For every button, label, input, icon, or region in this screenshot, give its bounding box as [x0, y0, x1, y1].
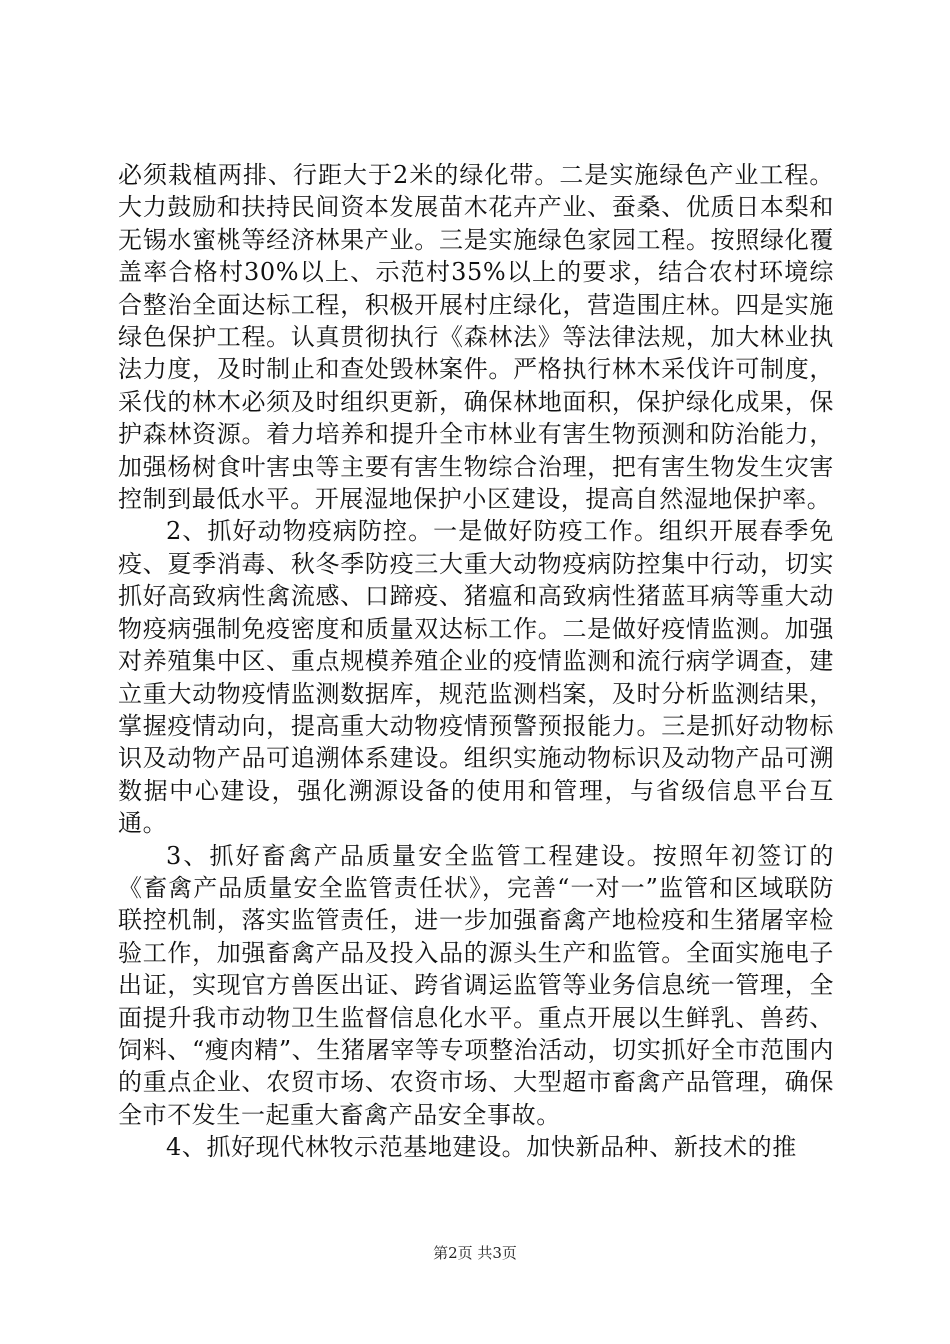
body-text [118, 159, 834, 1164]
paragraph-4: 4、抓好现代林牧示范基地建设。加快新品种、新技术的推 [166, 1133, 797, 1162]
paragraph-1: 必须栽植两排、行距大于2米的绿化带。二是实施绿色产业工程。大力鼓励和扶持民间资本发展苗木花卉产业、蚕桑、优质日本梨和无锡水蜜桃等经济林果产业。三是实施绿色家园工程。按照绿化覆盖率合格村30%以上、示范村35%以上的要求，结合农村环境综合整治全面达标工程，积极开展村庄绿化，营造围庄林。四是实施绿色保护工程。认真贯彻执行《森林法》等法律法规，加大林业执法力度，及时制止和查处毁林案件。严格执行林木采伐许可制度，采伐的林木必须及时组织更新，确保林地面积，保护绿化成果，保护森林资源。着力培养和提升全市林业有害生物预测和防治能力，加强杨树食叶害虫等主要有害生物综合治理，把有害生物发生灾害控制到最低水平。开展湿地保护小区建设，提高自然湿地保护率。 [118, 161, 834, 514]
page-footer: 第2页 共3页 [433, 1244, 517, 1262]
paragraph-3: 3、抓好畜禽产品质量安全监管工程建设。按照年初签订的《畜禽产品质量安全监管责任状》，完善“一对一”监管和区域联防联控机制，落实监管责任，进一步加强畜禽产地检疫和生猪屠宰检验工作，加强畜禽产品及投入品的源头生产和监管。全面实施电子出证，实现官方兽医出证、跨省调运监管等业务信息统一管理，全面提升我市动物卫生监督信息化水平。重点开展以生鲜乳、兽药、饲料、“瘦肉精”、生猪屠宰等专项整治活动，切实抓好全市范围内的重点企业、农贸市场、农资市场、大型超市畜禽产品管理，确保全市不发生一起重大畜禽产品安全事故。 [118, 841, 834, 1129]
paragraph-2: 2、抓好动物疫病防控。一是做好防疫工作。组织开展春季免疫、夏季消毒、秋冬季防疫三大重大动物疫病防控集中行动，切实抓好高致病性禽流感、口蹄疫、猪瘟和高致病性猪蓝耳病等重大动物疫病强制免疫密度和质量双达标工作。二是做好疫情监测。加强对养殖集中区、重点规模养殖企业的疫情监测和流行病学调查，建立重大动物疫情监测数据库，规范监测档案，及时分析监测结果，掌握疫情动向，提高重大动物疫情预警预报能力。三是抓好动物标识及动物产品可追溯体系建设。组织实施动物标识及动物产品可溯数据中心建设，强化溯源设备的使用和管理，与省级信息平台互通。 [118, 517, 834, 838]
